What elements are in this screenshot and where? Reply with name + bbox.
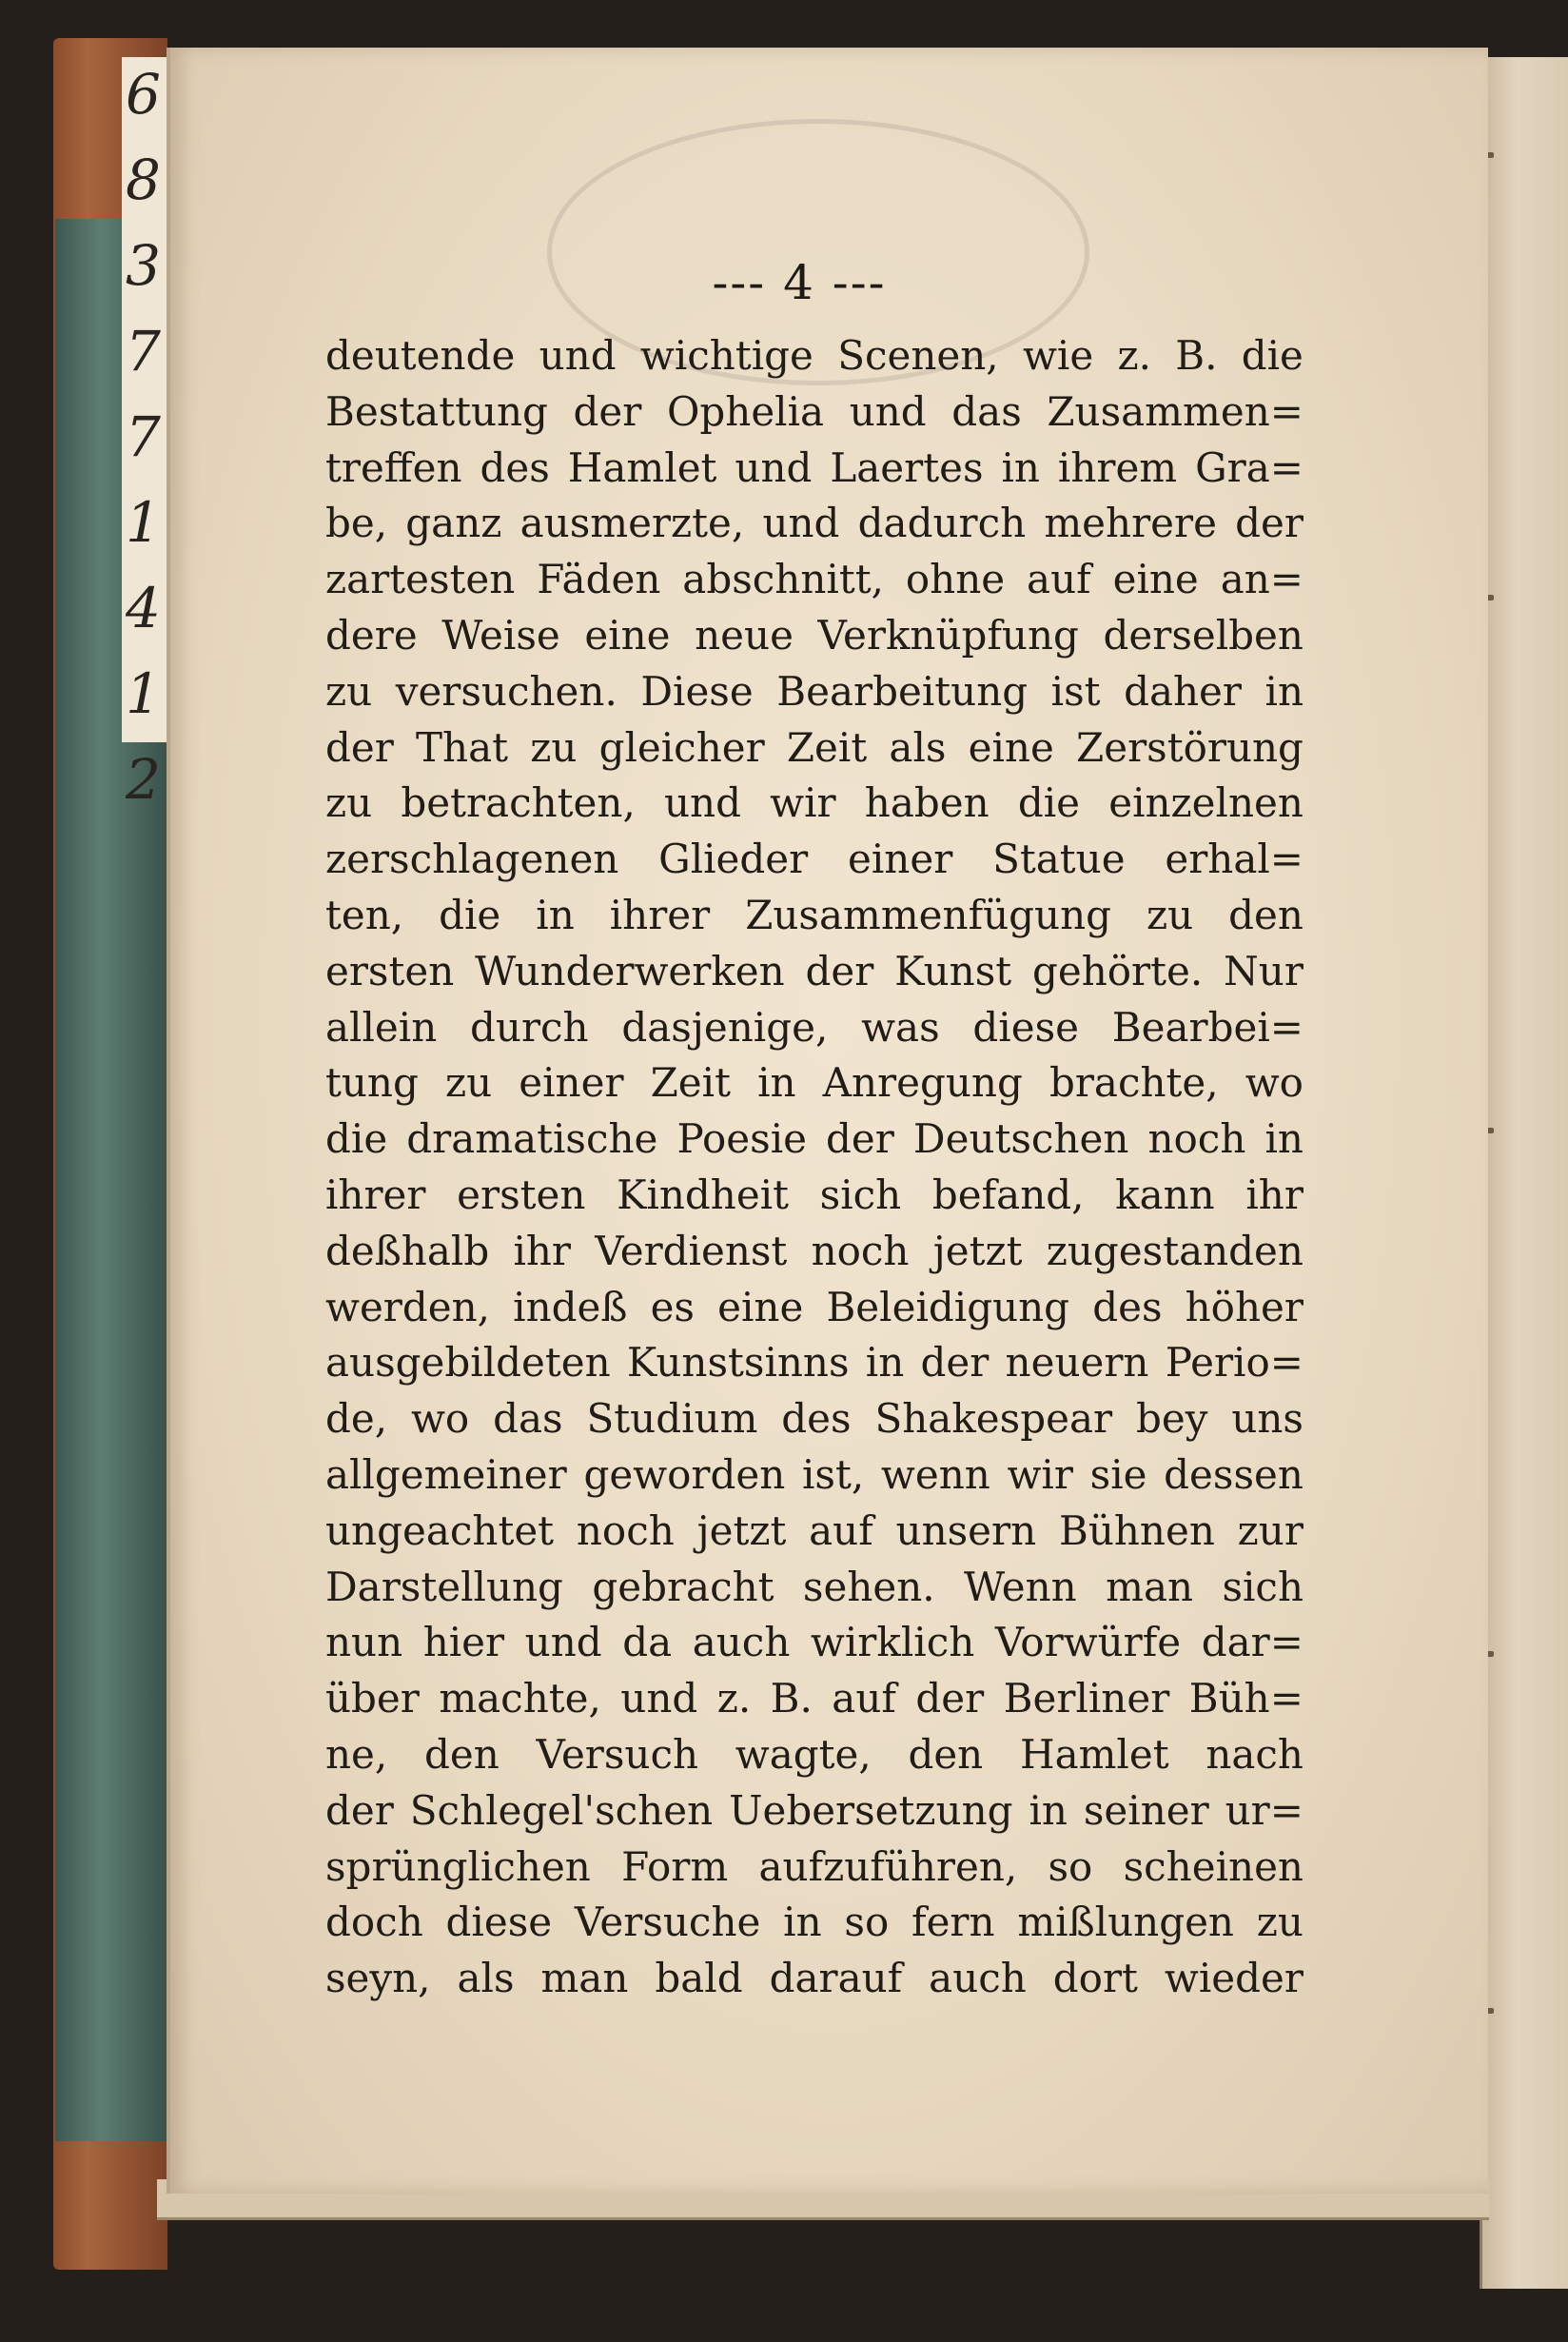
text-line: werden, indeß es eine Beleidigung des höher xyxy=(325,1283,1303,1330)
text-line: ausgebildeten Kunstsinns in der neuern Perio= xyxy=(325,1339,1303,1387)
text-line: der That zu gleicher Zeit als eine Zerstörung xyxy=(325,723,1303,771)
text-line: dere Weise eine neue Verknüpfung derselben xyxy=(325,611,1303,659)
text-line: de, wo das Studium des Shakespear bey uns xyxy=(325,1395,1303,1443)
spine-digit: 8 xyxy=(126,148,161,212)
facing-page-edge xyxy=(1480,57,1568,2289)
text-line: ersten Wunderwerken der Kunst gehörte. Nur xyxy=(325,947,1303,994)
text-line: zartesten Fäden abschnitt, ohne auf eine an= xyxy=(325,556,1303,603)
text-line: ihrer ersten Kindheit sich befand, kann ihr xyxy=(325,1171,1303,1218)
text-line: doch diese Versuche in so fern mißlungen zu xyxy=(325,1899,1303,1946)
text-line: allgemeiner geworden ist, wenn wir sie dessen xyxy=(325,1450,1303,1498)
text-line: be, ganz ausmerzte, und dadurch mehrere der xyxy=(325,500,1303,547)
text-line: nun hier und da auch wirklich Vorwürfe dar= xyxy=(325,1619,1303,1666)
text-line: seyn, als man bald darauf auch dort wieder xyxy=(325,1955,1303,2002)
text-line: zu betrachten, und wir haben die einzelnen xyxy=(325,779,1303,827)
spine-digit: 3 xyxy=(126,233,161,298)
text-line: die dramatische Poesie der Deutschen noch in xyxy=(325,1115,1303,1163)
text-line: ten, die in ihrer Zusammenfügung zu den xyxy=(325,891,1303,938)
spine-digit: 7 xyxy=(126,404,161,469)
spine-digit: 2 xyxy=(126,747,161,812)
body-text xyxy=(325,328,1303,2007)
text-line: über machte, und z. B. auf der Berliner Büh= xyxy=(325,1675,1303,1722)
text-line: ne, den Versuch wagte, den Hamlet nach xyxy=(325,1730,1303,1778)
text-line: deßhalb ihr Verdienst noch jetzt zugestanden xyxy=(325,1227,1303,1274)
text-line: tung zu einer Zeit in Anregung brachte, wo xyxy=(325,1059,1303,1107)
text-line: deutende und wichtige Scenen, wie z. B. die xyxy=(325,332,1303,379)
spine-digit: 4 xyxy=(126,576,161,640)
text-line: sprünglichen Form aufzuführen, so scheinen xyxy=(325,1842,1303,1890)
spine-digit: 1 xyxy=(126,661,161,726)
page-number: --- 4 --- xyxy=(712,255,887,310)
spine-digit: 6 xyxy=(126,62,161,127)
spine-shelf-number xyxy=(126,62,167,812)
text-line: zerschlagenen Glieder einer Statue erhal= xyxy=(325,836,1303,883)
text-line: ungeachtet noch jetzt auf unsern Bühnen zur xyxy=(325,1506,1303,1554)
text-line: der Schlegel'schen Uebersetzung in seiner ur= xyxy=(325,1786,1303,1834)
text-line: zu versuchen. Diese Bearbeitung ist daher in xyxy=(325,667,1303,715)
spine-digit: 1 xyxy=(126,490,161,555)
text-line: allein durch dasjenige, was diese Bearbei= xyxy=(325,1003,1303,1051)
text-line: Bestattung der Ophelia und das Zusammen= xyxy=(325,387,1303,435)
text-line: Darstellung gebracht sehen. Wenn man sich xyxy=(325,1563,1303,1610)
text-line: treffen des Hamlet und Laertes in ihrem Gra= xyxy=(325,443,1303,491)
spine-digit: 7 xyxy=(126,319,161,384)
